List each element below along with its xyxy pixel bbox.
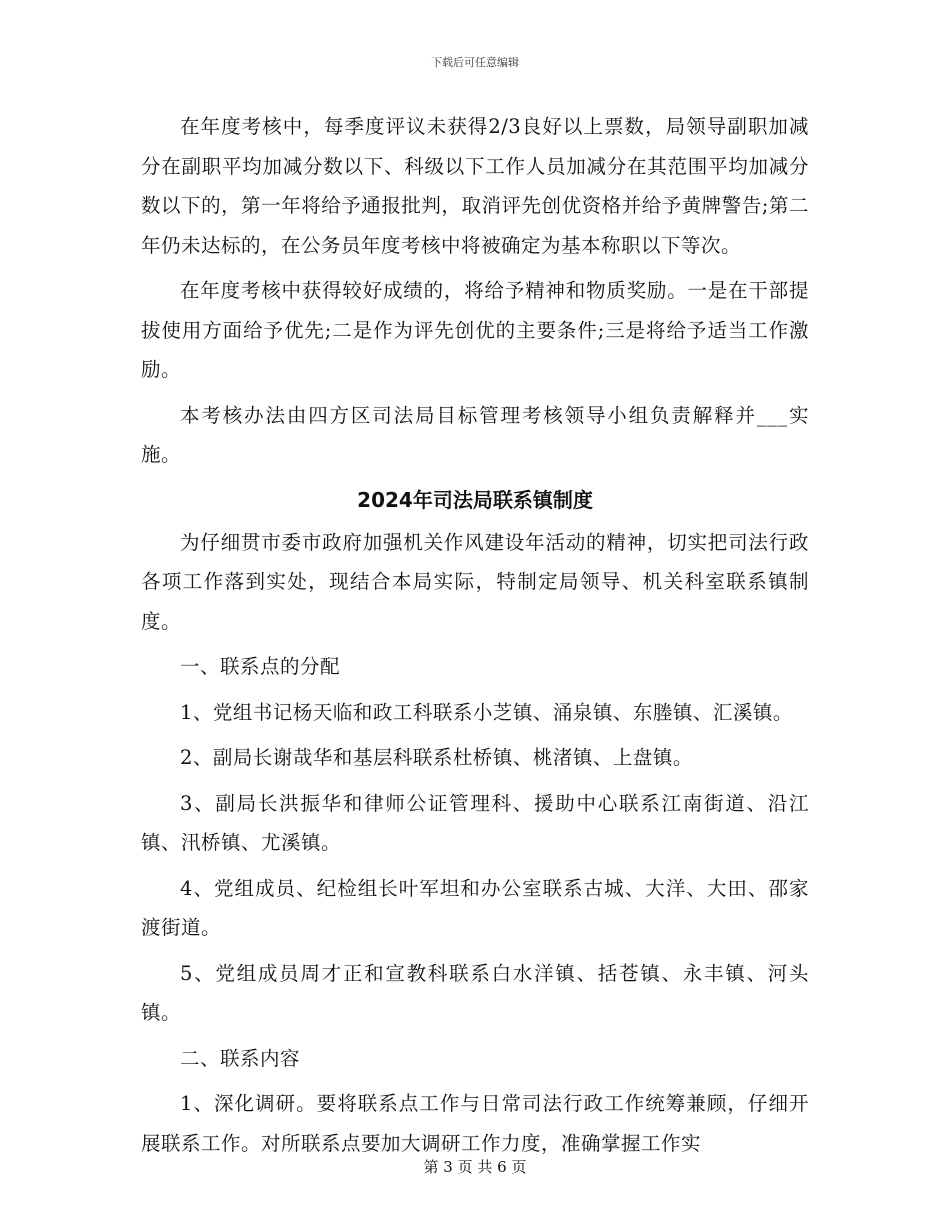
header-note: 下载后可任意编辑 <box>431 56 519 69</box>
list-item: 2、副局长谢哉华和基层科联系杜桥镇、桃渚镇、上盘镇。 <box>180 746 693 769</box>
paragraph: 为仔细贯市委市政府加强机关作风建设年活动的精神，切实把司法行政各项工作落到实处，现结合本局实际，特制定局领导、机关科室联系镇制度。 <box>141 530 809 633</box>
list-item: 1、深化调研。要将联系点工作与日常司法行政工作统筹兼顾，仔细开展联系工作。对所联系点要加大调研工作力度，准确掌握工作实 <box>141 1092 809 1155</box>
section-heading: 二、联系内容 <box>180 1046 301 1070</box>
section-heading: 一、联系点的分配 <box>180 655 341 678</box>
paragraph: 在年度考核中，每季度评议未获得2/3良好以上票数，局领导副职加减分在副职平均加减分数以下、科级以下工作人员加减分在其范围平均加减分数以下的，第一年将给予通报批判，取消评先创优资格并给予黄牌警告;第二年仍未达标的，在公务员年度考核中将被确定为基本称职以下等次。 <box>141 115 809 257</box>
list-item: 3、副局长洪振华和律师公证管理科、援助中心联系江南街道、沿江镇、汛桥镇、尤溪镇。 <box>141 791 809 854</box>
paragraph: 在年度考核中获得较好成绩的，将给予精神和物质奖励。一是在干部提拔使用方面给予优先;二是作为评先创优的主要条件;三是将给予适当工作激励。 <box>141 279 809 381</box>
paragraph: 本考核办法由四方区司法局目标管理考核领导小组负责解释并___实施。 <box>141 403 809 466</box>
list-item: 5、党组成员周才正和宣教科联系白水洋镇、括苍镇、永丰镇、河头镇。 <box>141 961 809 1024</box>
list-item: 1、党组书记杨天临和政工科联系小芝镇、涌泉镇、东塍镇、汇溪镇。 <box>180 700 793 724</box>
section-title: 2024年司法局联系镇制度 <box>357 487 593 512</box>
list-item: 4、党组成员、纪检组长叶军坦和办公室联系古城、大洋、大田、邵家渡街道。 <box>141 876 809 939</box>
document-body <box>141 107 809 1169</box>
page-footer: 第 3 页 共 6 页 <box>423 1158 527 1176</box>
